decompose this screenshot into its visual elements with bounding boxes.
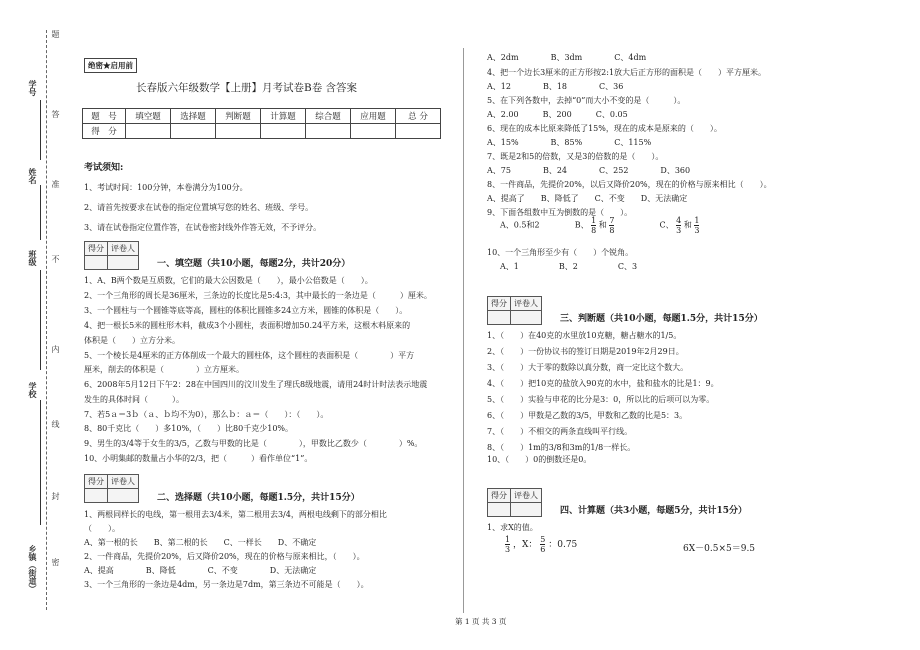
blank-name (40, 185, 41, 240)
grader-box (487, 296, 542, 325)
grader-box (84, 241, 139, 270)
choice-q10-options: A、1 B、2 C、3 (500, 262, 638, 271)
choice-q9: 9、下面各组数中互为倒数的是（ ）。 (487, 208, 633, 217)
binding-line (46, 30, 47, 610)
grader-score-cell[interactable] (488, 311, 511, 325)
grader-name-cell[interactable] (108, 489, 139, 503)
score-cell[interactable] (216, 124, 261, 139)
fill-q6: 6、2008年5月12日下午2：28在中国四川的汶川发生了理氏8级地震，请用24时计时法表示地震 (84, 380, 428, 389)
fill-q8: 8、80千克比（ ）多10%，（ ）比80千克少10%。 (84, 424, 294, 433)
choice-q3: 3、一个三角形的一条边是4dm，另一条边是7dm，第三条边不可能是（ ）。 (84, 580, 369, 589)
grader-name-label: 评卷人 (511, 297, 542, 311)
judge-q6: 6、（ ）甲数是乙数的3/5，甲数和乙数的比是5：3。 (487, 411, 688, 420)
notice-item: 3、请在试卷指定位置作答，在试卷密封线外作答无效，不予评分。 (84, 223, 322, 232)
section-choice-title: 二、选择题（共10小题，每题1.5分，共计15分） (157, 493, 360, 503)
fraction-4-3: $\frac{4}{3}$ (676, 216, 682, 235)
blank-class (40, 270, 41, 370)
score-row-label: 得 分 (83, 124, 126, 139)
grader-score-cell[interactable] (488, 503, 511, 517)
grader-name-cell[interactable] (511, 311, 542, 325)
score-header: 计算题 (261, 109, 306, 124)
calc-eq1: $\frac{1}{3}$ ，X： $\frac{5}{6}$ ：0.75 (505, 535, 578, 554)
section-judge-title: 三、判断题（共10小题，每题1.5分，共计15分） (560, 314, 763, 324)
fraction-1-3: $\frac{1}{3}$ (505, 535, 511, 554)
choice-q1-options: A、第一根的长 B、第二根的长 C、一样长 D、不确定 (84, 538, 317, 547)
grader-name-cell[interactable] (108, 256, 139, 270)
score-header: 题 号 (83, 109, 126, 124)
fill-q9: 9、男生的3/4等于女生的3/5，乙数与甲数的比是（ ），甲数比乙数少（ ）%。 (84, 439, 423, 448)
page-footer: 第 1 页 共 3 页 (455, 617, 507, 626)
fill-q5-cont: 厘米，削去的体积是（ ）立方厘米。 (84, 365, 244, 374)
score-cell[interactable] (171, 124, 216, 139)
grader-score-label: 得分 (488, 489, 511, 503)
seal-char-7: 封 (51, 492, 60, 500)
score-header: 选择题 (171, 109, 216, 124)
score-header: 填空题 (126, 109, 171, 124)
score-header: 综合题 (306, 109, 351, 124)
fill-q4-cont: 体积是（ ）立方分米。 (84, 336, 180, 345)
grader-name-label: 评卷人 (108, 242, 139, 256)
section-fill-title: 一、填空题（共10小题，每题2分，共计20分） (157, 259, 351, 269)
notice-item: 2、请首先按要求在试卷的指定位置填写您的姓名、班级、学号。 (84, 203, 314, 212)
calc-intro: 1、求X的值。 (487, 523, 538, 532)
q9-option-b-label: B、 (574, 220, 589, 230)
score-cell[interactable] (306, 124, 351, 139)
judge-q1: 1、（ ）在40克的水里放10克糖，糖占糖水的1/5。 (487, 331, 682, 340)
choice-q1-cont: （ ）。 (84, 524, 120, 533)
choice-q8: 8、一件商品，先提价20%，以后又降价20%，现在的价格与原来相比（ ）。 (487, 180, 772, 189)
blank-exam-no (40, 100, 41, 160)
judge-q10: 10、（ ）0的倒数还是0。 (487, 455, 592, 464)
seal-char-6: 线 (51, 420, 60, 428)
fill-q10: 10、小明集邮的数量占小华的2/3，把（ ）看作单位“1”。 (84, 454, 313, 463)
q9-option-a: A、0.5和2 (500, 220, 540, 230)
calc-eq2: 6X－0.5×5＝9.5 (683, 544, 756, 554)
grader-score-label: 得分 (488, 297, 511, 311)
score-header: 总 分 (396, 109, 441, 124)
fill-q3: 3、一个圆柱与一个圆锥等底等高，圆柱的体积比圆锥多24立方米，圆锥的体积是（ ）。 (84, 306, 408, 315)
secret-label: 绝密★启用前 (84, 58, 137, 73)
grader-name-cell[interactable] (511, 503, 542, 517)
fill-q6-cont: 发生的具体时间（ ）。 (84, 395, 184, 404)
choice-q7-options: A、75 B、24 C、252 D、360 (487, 166, 691, 175)
seal-char-4: 不 (51, 255, 60, 263)
choice-q8-options: A、提高了 B、降低了 C、不变 D、无法确定 (487, 194, 688, 203)
binding-label-school: 学校 (28, 382, 38, 398)
fraction-7-8: $\frac{7}{8}$ (609, 216, 615, 235)
choice-q2: 2、一件商品，先提价20%，后又降价20%，现在的价格与原来相比，（ ）。 (84, 552, 365, 561)
score-cell[interactable] (351, 124, 396, 139)
fraction-1-8: $\frac{1}{8}$ (591, 216, 597, 235)
fill-q7: 7、若5ａ＝3ｂ（ａ、ｂ均不为0），那么ｂ：ａ＝（ ）：（ ）。 (84, 410, 329, 419)
seal-char-2: 答 (51, 110, 60, 118)
grader-name-label: 评卷人 (108, 475, 139, 489)
score-header: 判断题 (216, 109, 261, 124)
choice-q6: 6、现在的成本比原来降低了15%，现在的成本是原来的（ ）。 (487, 124, 722, 133)
notice-title: 考试须知: (84, 163, 124, 173)
q9-option-c-label: C、 (659, 220, 674, 230)
choice-q5-options: A、2.00 B、200 C、0.05 (487, 110, 628, 119)
choice-q1: 1、两根同样长的电线，第一根用去3/4米，第二根用去3/4，两根电线剩下的部分相比 (84, 510, 387, 519)
judge-q5: 5、（ ）实验与申花的比分是3：0，所以比的后项可以为零。 (487, 395, 715, 404)
choice-q6-options: A、15% B、85% C、115% (487, 138, 652, 147)
fill-q2: 2、一个三角形的周长是36厘米，三条边的长度比是5:4:3，其中最长的一条边是（ ）厘米。 (84, 291, 432, 300)
grader-box (84, 474, 139, 503)
binding-label-name: 姓名 (28, 168, 38, 184)
grader-box (487, 488, 542, 517)
score-cell[interactable] (261, 124, 306, 139)
section-calc-title: 四、计算题（共3小题，每题5分，共计15分） (560, 506, 748, 516)
grader-name-label: 评卷人 (511, 489, 542, 503)
choice-q4-options: A、12 B、18 C、36 (487, 82, 624, 91)
grader-score-cell[interactable] (85, 489, 108, 503)
choice-q10: 10、一个三角形至少有（ ）个锐角。 (487, 248, 634, 257)
score-cell[interactable] (396, 124, 441, 139)
page-title: 长春版六年级数学【上册】月考试卷B卷 含答案 (136, 82, 358, 94)
choice-q4: 4、把一个边长3厘米的正方形按2:1放大后正方形的面积是（ ）平方厘米。 (487, 68, 767, 77)
grader-score-label: 得分 (85, 242, 108, 256)
choice-q3-options: A、2dm B、3dm C、4dm (487, 53, 647, 62)
fill-q5: 5、一个棱长是4厘米的正方体削成一个最大的圆柱体，这个圆柱的表面积是（ ）平方 (84, 351, 415, 360)
column-divider (463, 48, 464, 613)
binding-label-class: 班级 (28, 250, 38, 266)
seal-char-1: 题 (51, 30, 60, 38)
score-cell[interactable] (126, 124, 171, 139)
choice-q2-options: A、提高 B、降低 C、不变 D、无法确定 (84, 566, 317, 575)
choice-q9-options: A、0.5和2 B、 $\frac{1}{8}$ 和 $\frac{7}{8}$ C、 $\frac{4}{3}$ 和 $\frac{1}{3}$ (500, 216, 700, 235)
judge-q4: 4、（ ）把10克的盐放入90克的水中，盐和盐水的比是1：9。 (487, 379, 719, 388)
choice-q5: 5、在下列各数中，去掉“0”而大小不变的是（ ）。 (487, 96, 686, 105)
seal-char-5: 内 (51, 345, 60, 353)
blank-school (40, 400, 41, 525)
judge-q2: 2、（ ）一份协议书的签订日期是2019年2月29日。 (487, 347, 684, 356)
grader-score-label: 得分 (85, 475, 108, 489)
grader-score-cell[interactable] (85, 256, 108, 270)
judge-q8: 8、（ ）1m的3/8和3m的1/8一样长。 (487, 443, 636, 452)
fraction-1-3: $\frac{1}{3}$ (694, 216, 700, 235)
seal-char-8: 密 (51, 558, 60, 566)
notice-item: 1、考试时间：100分钟，本卷满分为100分。 (84, 183, 248, 192)
binding-label-exam-no: 学号 (28, 80, 38, 96)
choice-q7: 7、既是2和5的倍数，又是3的倍数的是（ ）。 (487, 152, 664, 161)
judge-q3: 3、（ ）大于零的数除以真分数，商一定比这个数大。 (487, 363, 689, 372)
fraction-5-6: $\frac{5}{6}$ (540, 535, 546, 554)
score-table (82, 108, 441, 139)
judge-q7: 7、（ ）不相交的两条直线叫平行线。 (487, 427, 633, 436)
binding-label-town: 乡镇（街道） (28, 545, 38, 593)
seal-char-3: 准 (51, 180, 60, 188)
score-header: 应用题 (351, 109, 396, 124)
fill-q4: 4、把一根长5米的圆柱形木料，截成3个小圆柱，表面积增加50.24平方米，这根木料原来的 (84, 321, 411, 330)
fill-q1: 1、A、B两个数是互质数，它们的最大公因数是（ ），最小公倍数是（ ）。 (84, 276, 373, 285)
